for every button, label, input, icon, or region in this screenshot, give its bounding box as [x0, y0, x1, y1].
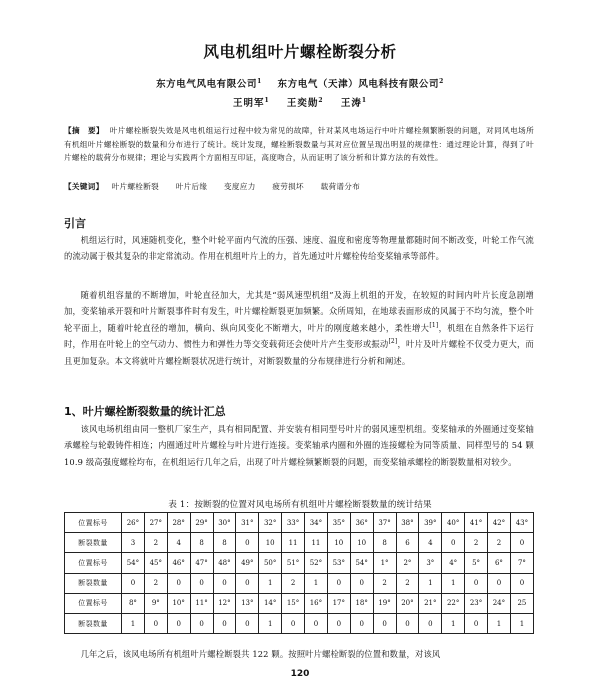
position-cell: 2° — [396, 553, 419, 573]
section-heading-1: 1、叶片螺栓断裂数量的统计汇总 — [64, 405, 226, 418]
affiliation-2-sup: 2 — [439, 77, 444, 85]
row-label: 位置标号 — [65, 553, 122, 573]
count-cell: 0 — [305, 613, 328, 633]
count-cell: 0 — [373, 613, 396, 633]
position-row — [65, 513, 534, 533]
position-cell: 35° — [327, 513, 350, 533]
count-cell: 2 — [465, 533, 488, 553]
position-cell: 39° — [419, 513, 442, 533]
count-cell: 1 — [442, 573, 465, 593]
position-cell: 49° — [236, 553, 259, 573]
position-cell: 29° — [190, 513, 213, 533]
row-label: 断裂数量 — [65, 533, 122, 553]
count-cell: 8 — [213, 533, 236, 553]
count-cell: 11 — [282, 533, 305, 553]
count-cell: 0 — [213, 613, 236, 633]
position-cell: 18° — [350, 593, 373, 613]
position-cell: 16° — [305, 593, 328, 613]
position-cell: 8° — [122, 593, 145, 613]
position-cell: 48° — [213, 553, 236, 573]
count-cell: 10 — [327, 533, 350, 553]
position-cell: 30° — [213, 513, 236, 533]
author-list — [0, 95, 600, 109]
affiliations — [0, 76, 600, 90]
position-cell: 34° — [305, 513, 328, 533]
position-cell: 53° — [327, 553, 350, 573]
bolt-fracture-table — [64, 512, 534, 634]
affiliation-1: 东方电气风电有限公司 — [156, 79, 258, 90]
count-cell: 1 — [259, 613, 282, 633]
count-cell: 0 — [236, 613, 259, 633]
count-cell: 6 — [396, 533, 419, 553]
count-cell: 2 — [144, 573, 167, 593]
count-cell: 0 — [122, 573, 145, 593]
position-cell: 14° — [259, 593, 282, 613]
abstract-label: 【摘 要】 — [64, 126, 105, 135]
position-cell: 3° — [419, 553, 442, 573]
count-cell: 0 — [167, 613, 190, 633]
position-cell: 6° — [488, 553, 511, 573]
count-cell: 0 — [442, 533, 465, 553]
count-cell: 1 — [259, 573, 282, 593]
position-cell: 22° — [442, 593, 465, 613]
count-cell: 0 — [190, 573, 213, 593]
abstract-text: 叶片螺栓断裂失效是风电机组运行过程中较为常见的故障，针对某风电场运行中叶片螺栓频繁断裂的问题，对同风电场所有机组叶片螺栓断裂的数量和分布进行了统计。统计发现，螺栓断裂数量与其对应位置呈现出明显的规律性：通过理论计算，得到了叶片螺栓的载荷分布规律；理论与实践两个方面相互印证，高度吻合，从而证明了该分析和计算方法的有效性。 — [64, 126, 534, 162]
count-cell: 1 — [510, 613, 533, 633]
position-cell: 33° — [282, 513, 305, 533]
position-cell: 4° — [442, 553, 465, 573]
position-cell: 1° — [373, 553, 396, 573]
position-cell: 11° — [190, 593, 213, 613]
page-number: 120 — [290, 669, 310, 679]
count-cell: 2 — [396, 573, 419, 593]
position-cell: 27° — [144, 513, 167, 533]
paper-title: 风电机组叶片螺栓断裂分析 — [203, 43, 397, 61]
intro-paragraph-1: 机组运行时，风速随机变化，整个叶轮平面内气流的压强、速度、温度和密度等物理量都随时间不断改变，叶轮工作气流的流动属于极其复杂的非定常流动。作用在机组叶片上的力，首先通过叶片螺栓传给变桨轴承等部件。 — [64, 235, 534, 262]
position-cell: 54° — [122, 553, 145, 573]
intro-p2-text-c: ，叶片及叶片螺栓不仅受力更大，而且更加复杂。本文将就叶片螺栓断裂状况进行统计，对断裂数量的分布规律进行分析和阐述。 — [64, 339, 534, 366]
position-cell: 20° — [396, 593, 419, 613]
count-cell: 0 — [396, 613, 419, 633]
position-cell: 24° — [488, 593, 511, 613]
count-cell: 0 — [236, 573, 259, 593]
author-sup: 1 — [361, 96, 368, 104]
citation: [2] — [388, 338, 398, 346]
author-sup: 2 — [318, 96, 324, 104]
count-row — [65, 573, 534, 593]
keywords — [64, 181, 534, 192]
keyword: 叶片后缘 — [175, 182, 208, 191]
abstract — [64, 124, 534, 165]
count-cell: 0 — [144, 613, 167, 633]
count-cell: 4 — [419, 533, 442, 553]
section-1-paragraph: 该风电场机组由同一整机厂家生产，具有相同配置、并安装有相同型号叶片的弱风速型机组。变桨轴承的外圈通过变桨轴承螺栓与轮毂铸件相连；内圈通过叶片螺栓与叶片进行连接。变桨轴承内圈和外圈的连接螺栓为同等质量、同样型号的 54 颗 10.9 级高强度螺栓均布，在机组运行几年之后，出现了叶片螺栓频繁断裂的问题，而变桨轴承螺栓的断裂数量相对较少。 — [64, 424, 534, 467]
count-row — [65, 613, 534, 633]
count-cell: 2 — [282, 573, 305, 593]
author-sup: 1 — [264, 96, 270, 104]
position-cell: 17° — [327, 593, 350, 613]
affiliation-2: 东方电气（天津）风电科技有限公司 — [277, 79, 440, 90]
count-row — [65, 533, 534, 553]
row-label: 断裂数量 — [65, 573, 122, 593]
keyword: 疲劳损坏 — [272, 182, 304, 191]
count-cell: 0 — [327, 613, 350, 633]
count-cell: 0 — [465, 613, 488, 633]
count-cell: 1 — [442, 613, 465, 633]
affiliation-1-sup: 1 — [257, 77, 262, 85]
position-cell: 40° — [442, 513, 465, 533]
section-heading-intro: 引言 — [64, 217, 86, 230]
count-cell: 0 — [350, 573, 373, 593]
count-cell: 0 — [190, 613, 213, 633]
position-cell: 19° — [373, 593, 396, 613]
position-cell: 5° — [465, 553, 488, 573]
count-cell: 0 — [327, 573, 350, 593]
count-cell: 8 — [190, 533, 213, 553]
keyword: 叶片螺栓断裂 — [111, 182, 159, 191]
position-cell: 41° — [465, 513, 488, 533]
position-cell: 28° — [167, 513, 190, 533]
count-cell: 10 — [350, 533, 373, 553]
position-cell: 13° — [236, 593, 259, 613]
position-cell: 32° — [259, 513, 282, 533]
position-cell: 51° — [282, 553, 305, 573]
position-cell: 42° — [488, 513, 511, 533]
count-cell: 1 — [305, 573, 328, 593]
count-cell: 0 — [236, 533, 259, 553]
keywords-label: 【关键词】 — [64, 182, 104, 191]
position-cell: 31° — [236, 513, 259, 533]
keyword: 载荷谱分布 — [320, 182, 361, 191]
table-caption: 表 1：按断裂的位置对风电场所有机组叶片螺栓断裂数量的统计结果 — [168, 500, 432, 510]
position-cell: 37° — [373, 513, 396, 533]
position-cell: 50° — [259, 553, 282, 573]
position-cell: 23° — [465, 593, 488, 613]
intro-p2-text: 随着机组容量的不断增加，叶轮直径加大，尤其是“弱风速型机组”及海上机组的开发，在较短的时间内叶片长度急剧增加，变桨轴承开裂和叶片断裂事件时有发生，叶片螺栓断裂更加频繁。众所周知，在地球表面形成的风属于不均匀流，整个叶轮平面上，随着叶轮直径的增加，横向、纵向风变化不断增大，叶片的刚度越来越小，柔性增大 — [64, 290, 534, 333]
count-cell: 0 — [419, 613, 442, 633]
position-cell: 54° — [350, 553, 373, 573]
position-cell: 12° — [213, 593, 236, 613]
position-row — [65, 553, 534, 573]
position-cell: 15° — [282, 593, 305, 613]
count-cell: 1 — [419, 573, 442, 593]
position-cell: 21° — [419, 593, 442, 613]
row-label: 位置标号 — [65, 593, 122, 613]
count-cell: 10 — [259, 533, 282, 553]
count-cell: 0 — [488, 573, 511, 593]
count-cell: 0 — [282, 613, 305, 633]
author: 王明军 — [232, 98, 265, 109]
row-label: 位置标号 — [65, 513, 122, 533]
count-cell: 2 — [488, 533, 511, 553]
position-cell: 43° — [510, 513, 533, 533]
position-cell: 26° — [122, 513, 145, 533]
count-cell: 1 — [488, 613, 511, 633]
row-label: 断裂数量 — [65, 613, 122, 633]
intro-p2-text-b: ，机组在自然条件下运行时，作用在叶轮上的空气动力、惯性力和弹性力等交变载荷还会使叶片产生变形或振动 — [64, 322, 534, 350]
count-cell: 0 — [213, 573, 236, 593]
count-cell: 2 — [144, 533, 167, 553]
position-cell: 9° — [144, 593, 167, 613]
position-cell: 46° — [167, 553, 190, 573]
keyword: 变度应力 — [224, 182, 256, 191]
position-cell: 7° — [510, 553, 533, 573]
count-cell: 0 — [167, 573, 190, 593]
author: 王涛 — [340, 98, 362, 109]
count-cell: 0 — [350, 613, 373, 633]
intro-paragraph-2 — [64, 287, 534, 369]
count-cell: 8 — [373, 533, 396, 553]
bottom-paragraph: 几年之后，该风电场所有机组叶片螺栓断裂共 122 颗。按照叶片螺栓断裂的位置和数量，对该风 — [80, 649, 441, 659]
position-cell: 25 — [510, 593, 533, 613]
position-cell: 10° — [167, 593, 190, 613]
count-cell: 11 — [305, 533, 328, 553]
position-cell: 47° — [190, 553, 213, 573]
count-cell: 0 — [510, 573, 533, 593]
position-cell: 38° — [396, 513, 419, 533]
author: 王奕勋 — [286, 98, 319, 109]
count-cell: 0 — [510, 533, 533, 553]
count-cell: 0 — [465, 573, 488, 593]
citation: [1] — [429, 322, 439, 330]
position-cell: 52° — [305, 553, 328, 573]
count-cell: 4 — [167, 533, 190, 553]
count-cell: 3 — [122, 533, 145, 553]
position-cell: 36° — [350, 513, 373, 533]
count-cell: 1 — [122, 613, 145, 633]
count-cell: 2 — [373, 573, 396, 593]
position-row — [65, 593, 534, 613]
position-cell: 45° — [144, 553, 167, 573]
